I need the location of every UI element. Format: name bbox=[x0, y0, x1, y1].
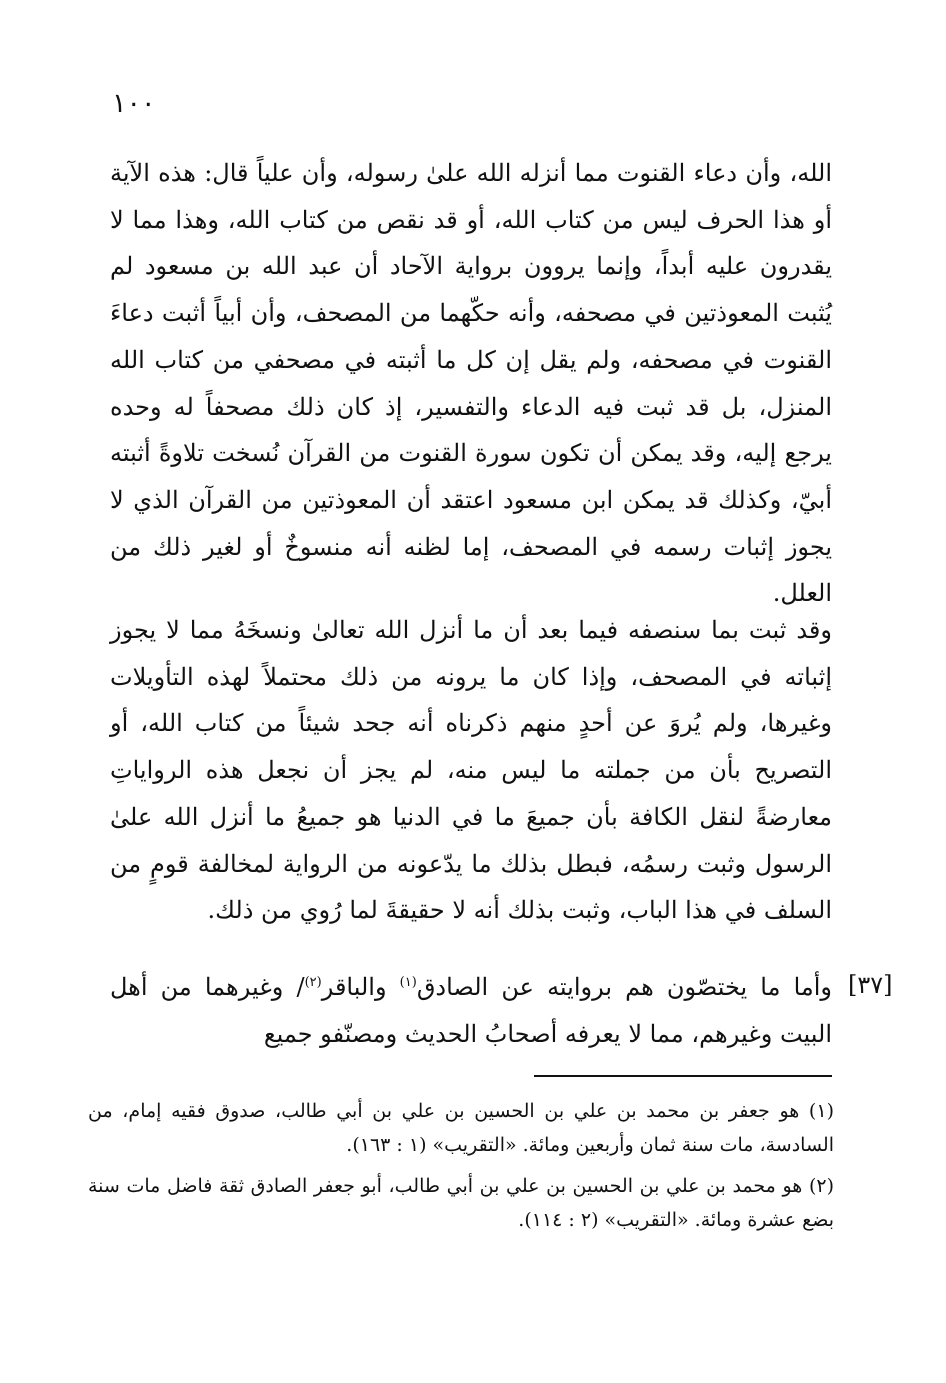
footnote-1: (١) هو جعفر بن محمد بن علي بن الحسين بن علي بن أبي طالب، صدوق فقيه إمام، من السادسة، مات سنة ثمان وأربعين ومائة. «التقريب» (١ : ١٦٣). bbox=[88, 1100, 834, 1156]
body-paragraph-1 bbox=[110, 150, 832, 617]
footnote-ref-2: (٢) bbox=[304, 975, 322, 990]
paragraph-text-part: / وغيرهما من أهل البيت وغيرهم، مما لا يعرفه أصحابُ الحديث ومصنّفو جميع bbox=[110, 973, 832, 1048]
footnote-2: (٢) هو محمد بن علي بن الحسين بن علي بن أبي طالب، أبو جعفر الصادق ثقة فاضل مات سنة بضع عشرة ومائة. «التقريب» (٢ : ١١٤). bbox=[88, 1175, 834, 1231]
page-number: ١٠٠ bbox=[112, 88, 156, 119]
paragraph-text: الله، وأن دعاء القنوت مما أنزله الله علىٰ رسوله، وأن علياً قال: هذه الآية أو هذا الحرف ليس من كتاب الله، أو قد نقص من كتاب الله، وهذا مما لا يقدرون عليه أبداً، وإنما يروون برواية الآحاد أن عبد الله بن مسعود لم يُثبت المعوذتين في مصحفه، وأنه حكّهما من المصحف، وأن أبياً أثبت دعاءَ القنوت في مصحفه، ولم يقل إن كل ما أثبته في مصحفي من كتاب الله المنزل، بل قد ثبت فيه الدعاء والتفسير، إذ كان ذلك مصحفاً له وحده يرجع إليه، وقد يمكن أن تكون سورة القنوت من القرآن نُسخت تلاوةً أثبته أبيّ، وكذلك قد يمكن ابن مسعود اعتقد أن المعوذتين من القرآن الذي لا يجوز إثبات رسمه في المصحف، إما لظنه أنه منسوخٌ أو لغير ذلك من العلل. bbox=[110, 159, 833, 608]
body-paragraph-2 bbox=[110, 607, 832, 934]
footnote-divider bbox=[534, 1075, 832, 1077]
margin-page-marker: [٣٧] bbox=[848, 971, 893, 999]
paragraph-text-part: وأما ما يختصّون هم بروايته عن الصادق bbox=[416, 973, 833, 1001]
paragraph-text-part: والباقر bbox=[321, 973, 400, 1001]
body-paragraph-3 bbox=[110, 964, 832, 1057]
paragraph-text bbox=[110, 964, 832, 1057]
footnote-ref-1: (١) bbox=[399, 975, 417, 990]
footnotes bbox=[88, 1094, 834, 1237]
paragraph-text: وقد ثبت بما سنصفه فيما بعد أن ما أنزل الله تعالىٰ ونسخَهُ مما لا يجوز إثباته في المصحف، وإذا كان ما يرونه من ذلك محتملاً لهذه التأويلات وغيرها، ولم يُروَ عن أحدٍ منهم ذكرناه أنه جحد شيئاً من كتاب الله، أو التصريح بأن من جملته ما ليس منه، لم يجز أن نجعل هذه الرواياتِ معارضةً لنقل الكافة بأن جميعَ ما في الدنيا هو جميعُ ما أنزل الله علىٰ الرسول وثبت رسمُه، فبطل بذلك ما يدّعونه من الرواية لمخالفة قومٍ من السلف في هذا الباب، وثبت بذلك أنه لا حقيقةَ لما رُوي من ذلك. bbox=[110, 616, 832, 925]
